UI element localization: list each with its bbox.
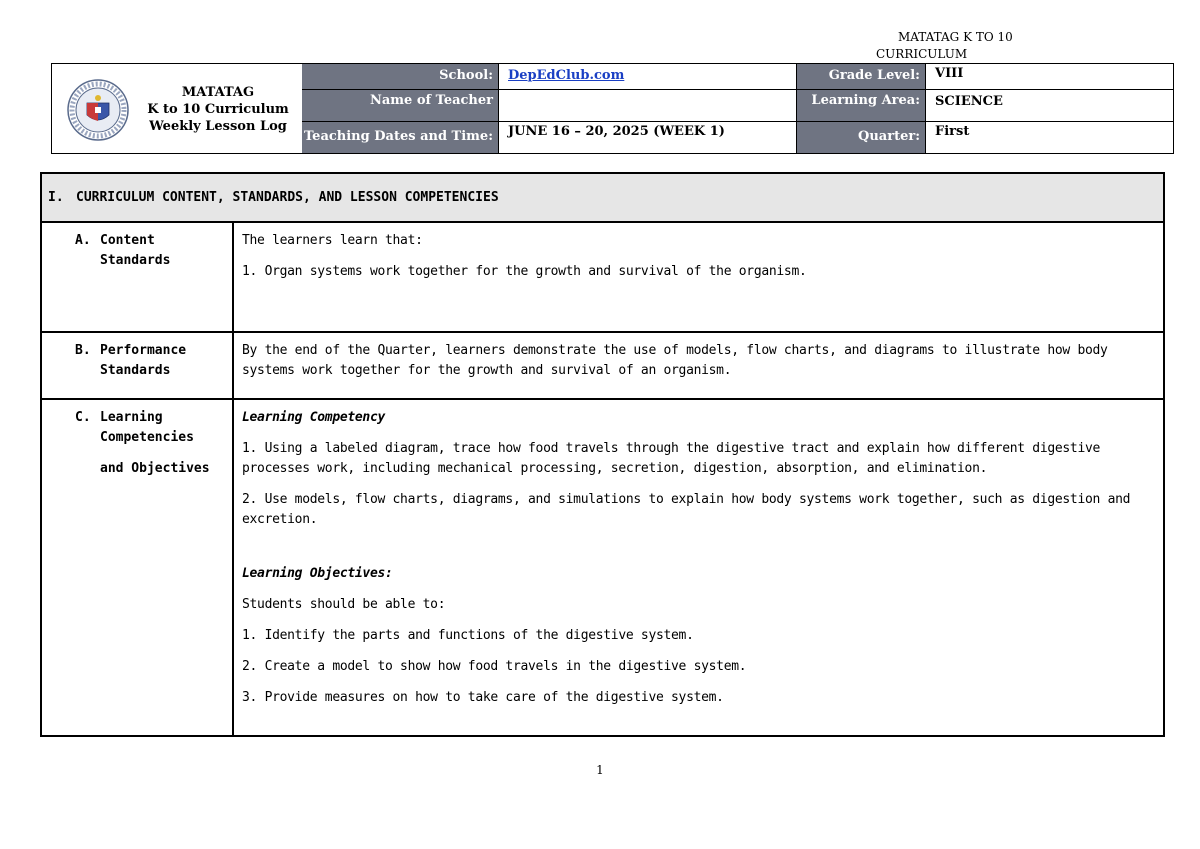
competencies-text bbox=[235, 400, 1163, 719]
grade-level-value: VIII bbox=[926, 64, 1173, 90]
teacher-label: Name of Teacher bbox=[302, 90, 499, 122]
quarter-label: Quarter: bbox=[797, 122, 926, 153]
objectives-heading: Learning Objectives: bbox=[242, 566, 393, 581]
performance-standards-row bbox=[42, 333, 1163, 400]
teaching-dates-label: Teaching Dates and Time: bbox=[302, 122, 499, 153]
quarter-value: First bbox=[935, 124, 970, 139]
lesson-info-table bbox=[51, 63, 1174, 154]
section-number: I. bbox=[48, 190, 64, 205]
brand-title bbox=[134, 84, 302, 135]
label-line: Content bbox=[100, 233, 155, 248]
competencies-row bbox=[42, 400, 1163, 735]
label-line: Learning bbox=[100, 410, 163, 425]
school-link[interactable]: DepEdClub.com bbox=[508, 68, 625, 83]
deped-seal-icon bbox=[67, 79, 129, 141]
header-line-2: CURRICULUM bbox=[876, 47, 968, 61]
section-heading bbox=[42, 174, 1163, 223]
content-item-1: 1. Organ systems work together for the growth and survival of the organism. bbox=[242, 264, 807, 279]
logo-cell bbox=[52, 64, 303, 153]
header-line-1: MATATAG K TO 10 bbox=[898, 30, 1013, 44]
objective-2: 2. Create a model to show how food travels in the digestive system. bbox=[242, 659, 747, 674]
objectives-intro: Students should be able to: bbox=[242, 597, 446, 612]
objective-1: 1. Identify the parts and functions of the digestive system. bbox=[242, 628, 694, 643]
label-line: Competencies bbox=[100, 430, 194, 445]
brand-line-2: K to 10 Curriculum bbox=[147, 102, 289, 117]
performance-text: By the end of the Quarter, learners demonstrate the use of models, flow charts, and diagrams to illustrate how body systems work together for the growth and survival of an organism. bbox=[242, 343, 1108, 378]
learning-area-label: Learning Area: bbox=[797, 90, 926, 122]
label-line: Standards bbox=[100, 253, 171, 268]
performance-standards-text bbox=[235, 333, 1163, 392]
competency-1: 1. Using a labeled diagram, trace how food travels through the digestive tract and explain how different digestive processes work, including mechanical processing, secretion, digestion, absorption, and elimination. bbox=[242, 441, 1101, 476]
label-line: Performance bbox=[100, 343, 187, 358]
learning-area-value: SCIENCE bbox=[926, 90, 1173, 122]
objective-3: 3. Provide measures on how to take care of the digestive system. bbox=[242, 690, 724, 705]
grade-level-label: Grade Level: bbox=[797, 64, 926, 90]
competency-2: 2. Use models, flow charts, diagrams, and simulations to explain how body systems work together, such as digestion and excretion. bbox=[242, 492, 1131, 527]
page-number: 1 bbox=[596, 763, 604, 777]
brand-line-3: Weekly Lesson Log bbox=[149, 119, 287, 134]
row-letter: C. bbox=[75, 410, 91, 425]
competency-heading: Learning Competency bbox=[242, 410, 386, 425]
row-letter: B. bbox=[75, 343, 91, 358]
competencies-label bbox=[42, 400, 234, 735]
brand-line-1: MATATAG bbox=[181, 85, 255, 100]
content-intro: The learners learn that: bbox=[242, 233, 423, 248]
content-standards-text bbox=[235, 223, 1163, 293]
section-title: CURRICULUM CONTENT, STANDARDS, AND LESSON COMPETENCIES bbox=[76, 190, 499, 205]
curriculum-table bbox=[40, 172, 1165, 737]
label-line: Standards bbox=[100, 363, 171, 378]
performance-standards-label bbox=[42, 333, 234, 398]
label-line: and Objectives bbox=[100, 461, 210, 476]
content-standards-row bbox=[42, 223, 1163, 333]
content-standards-label bbox=[42, 223, 234, 331]
school-label: School: bbox=[302, 64, 499, 90]
teacher-value bbox=[499, 90, 797, 122]
teaching-dates-value: JUNE 16 – 20, 2025 (WEEK 1) bbox=[499, 122, 797, 153]
school-value[interactable] bbox=[499, 64, 797, 90]
row-letter: A. bbox=[75, 233, 91, 248]
curriculum-header bbox=[868, 29, 1068, 63]
